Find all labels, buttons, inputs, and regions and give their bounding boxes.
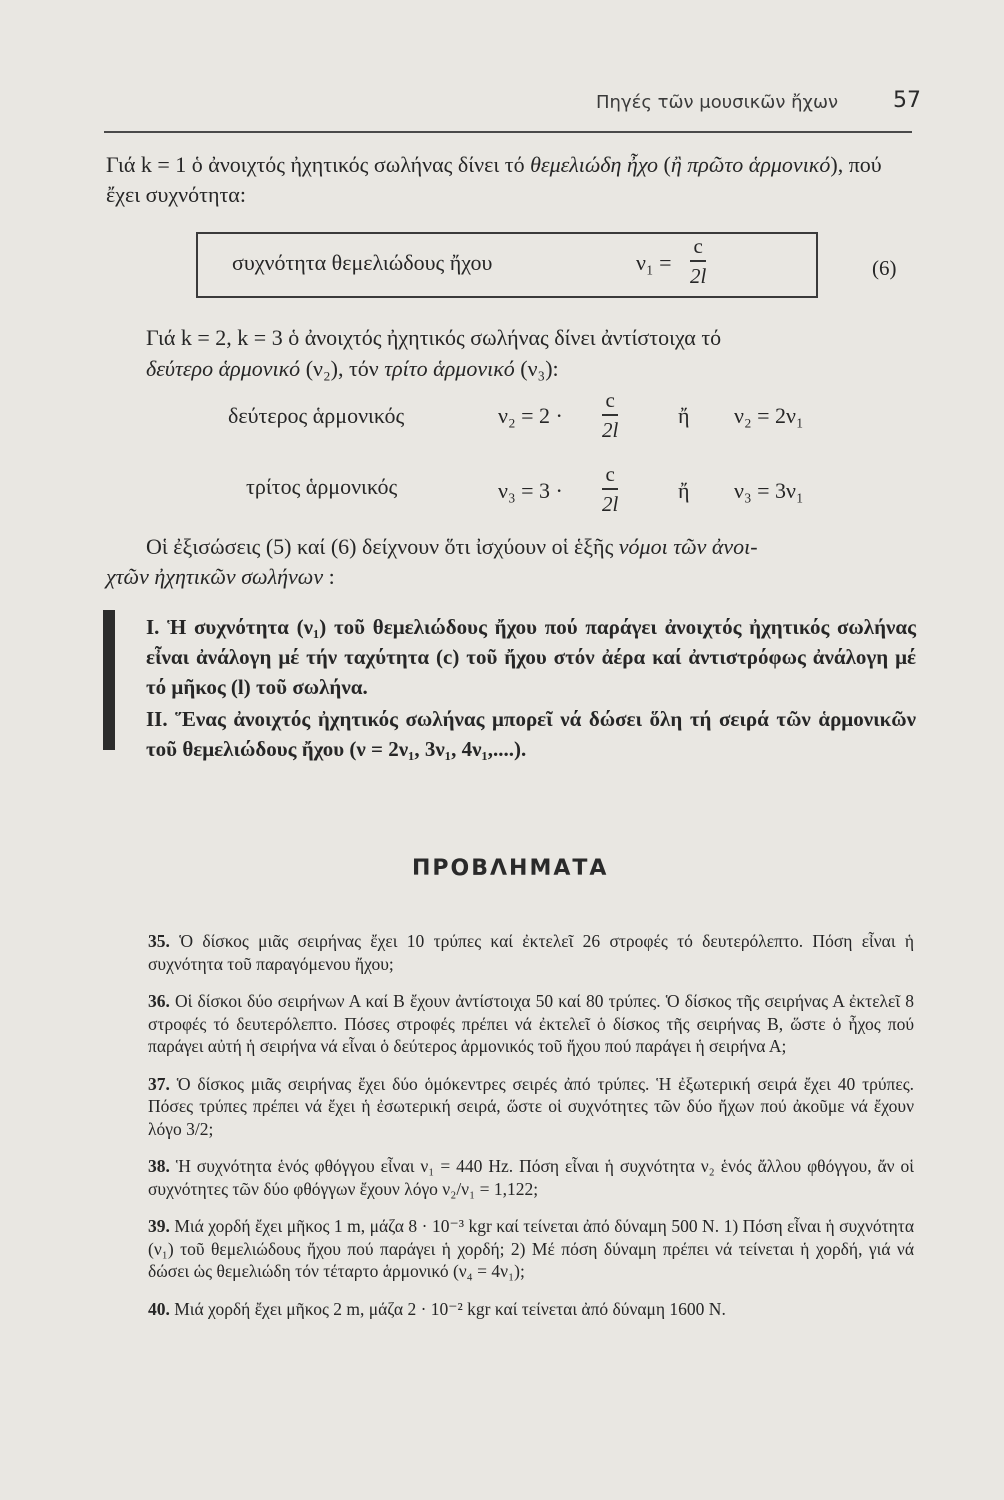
problem-36 [148, 990, 914, 1058]
problem-39 [148, 1215, 914, 1283]
intro-text-3: ( [658, 152, 671, 177]
harmonics-intro-line-1: Γιά k = 2, k = 3 ὁ ἀνοιχτός ἠχητικός σωλήνας δίνει ἀντίστοιχα τό [146, 325, 722, 350]
third-harmonic-or: ἤ [678, 478, 690, 503]
fraction-numerator: c [605, 462, 615, 486]
third-harmonic-result: ν₃ = 3ν₁ [734, 478, 804, 503]
laws-rules [146, 612, 916, 764]
fraction-bar [602, 488, 618, 490]
laws-term-1: νόμοι τῶν ἀνοι- [618, 534, 758, 559]
equation-number: (6) [872, 256, 897, 280]
rule-2: II. Ἕνας ἀνοιχτός ἠχητικός σωλήνας μπορεῖ νά δώσει ὅλη τή σειρά τῶν ἁρμονικῶν τοῦ θεμελιώδους ἤχου (ν = 2ν₁, 3ν₁, 4ν₁,....). [146, 707, 916, 761]
problem-text: Ὁ δίσκος μιᾶς σειρήνας ἔχει 10 τρύπες καί ἐκτελεῖ 26 στροφές τό δευτερόλεπτο. Πόση εἶναι ἡ συχνότητα τοῦ παραγόμενου ἤχου; [148, 931, 914, 974]
problem-text: Μιά χορδή ἔχει μῆκος 1 m, μάζα 8 · 10⁻³ kgr καί τείνεται ἀπό δύναμη 500 N. 1) Πόση εἶναι ἡ συχνότητα (ν₁) τοῦ θεμελιώδους ἤχου πού παράγει ἡ χορδή; 2) Μέ πόση δύναμη πρέπει νά τείνεται ἡ χορδή, γιά νά δώσει ὡς θεμελιώδη τόν τέταρτο ἁρμονικό (ν₄ = 4ν₁); [148, 1216, 914, 1281]
term-third-harmonic: τρίτο ἁρμονικό [384, 356, 515, 381]
problem-text: Ἡ συχνότητα ἑνός φθόγγου εἶναι ν₁ = 440 Hz. Πόση εἶναι ἡ συχνότητα ν₂ ἑνός ἄλλου φθόγγου, ἄν οἱ συχνότητες τῶν δύο φθόγγων ἔχουν λόγο ν₂/ν₁ = 1,122; [148, 1156, 914, 1199]
intro-text-5: ), πού ἔχει συχνότητα: [106, 152, 882, 207]
second-harmonic-label: δεύτερος ἁρμονικός [228, 403, 405, 428]
second-harmonic-expr: ν₂ = 2 · [498, 403, 563, 428]
laws-term-2: χτῶν ἠχητικῶν σωλήνων [106, 564, 324, 589]
problem-number: 37. [148, 1073, 170, 1094]
laws-text-end: : [323, 564, 335, 589]
page-number: 57 [893, 88, 921, 113]
third-harmonic-label: τρίτος ἁρμονικός [246, 474, 398, 499]
fraction-numerator: c [605, 388, 615, 412]
problem-text: Οἱ δίσκοι δύο σειρήνων Α καί Β ἔχουν ἀντίστοιχα 50 καί 80 τρύπες. Ὁ δίσκος τῆς σειρήνας Α ἐκτελεῖ 8 στροφές τό δευτερόλεπτο. Πόσες στροφές πρέπει νά ἐκτελεῖ ὁ δίσκος τῆς σειρήνας Β, ὥστε ὁ ἦχος πού παράγει αὐτή ἡ σειρήνα νά εἶναι ὁ δεύτερος ἁρμονικός τοῦ ἤχου πού παράγει ἡ σειρήνα Α; [148, 991, 915, 1056]
problems-list [148, 930, 914, 1335]
third-harmonic-fraction [602, 462, 618, 516]
second-harmonic-result: ν₂ = 2ν₁ [734, 403, 804, 428]
harmonics-intro-line-2 [146, 354, 912, 384]
laws-text-1: Οἱ ἐξισώσεις (5) καί (6) δείχνουν ὅτι ἰσχύουν οἱ ἑξῆς [146, 534, 619, 559]
problem-37 [148, 1073, 914, 1141]
header-rule [104, 131, 912, 133]
formula-fraction [690, 234, 706, 288]
fraction-denominator: 2l [602, 491, 619, 516]
problem-number: 38. [148, 1156, 170, 1176]
section-title-problems: ΠΡΟΒΛΗΜΑΤΑ [412, 856, 609, 881]
problem-38 [148, 1155, 914, 1200]
running-title: Πηγές τῶν μουσικῶν ἤχων [596, 92, 839, 113]
fraction-denominator: 2l [690, 263, 707, 288]
problem-number: 35. [148, 931, 170, 951]
fraction-bar [602, 414, 618, 416]
formula-label: συχνότητα θεμελιώδους ἤχου [232, 250, 493, 275]
fraction-numerator: c [693, 234, 703, 258]
intro-paragraph [106, 150, 912, 210]
intro-term-fundamental: θεμελιώδη ἦχο [530, 152, 659, 177]
rules-side-bar [103, 610, 115, 750]
problem-number: 39. [148, 1216, 170, 1236]
intro-text-1: Γιά k = 1 ὁ ἀνοιχτός ἠχητικός σωλήνας δίνει τό [106, 152, 531, 177]
problem-text: Μιά χορδή ἔχει μῆκος 2 m, μάζα 2 · 10⁻² kgr καί τείνεται ἀπό δύναμη 1600 N. [174, 1298, 726, 1319]
problem-number: 36. [148, 991, 170, 1011]
intro-term-first-harmonic: ἢ πρῶτο ἁρμονικό [670, 152, 831, 177]
rule-1: I. Ἡ συχνότητα (ν₁) τοῦ θεμελιώδους ἤχου πού παράγει ἀνοιχτός ἠχητικός σωλήνας εἶναι ἀνάλογη μέ τήν ταχύτητα (c) τοῦ ἤχου στόν ἀέρα καί ἀντιστρόφως ἀνάλογη μέ τό μῆκος (l) τοῦ σωλήνα. [146, 615, 916, 699]
problem-35 [148, 930, 914, 975]
laws-intro [106, 532, 912, 592]
problem-number: 40. [148, 1298, 170, 1319]
term-second-harmonic: δεύτερο ἁρμονικό [146, 356, 301, 381]
second-harmonic-fraction [602, 388, 618, 442]
fraction-bar [690, 260, 706, 262]
formula-lhs: ν₁ = [636, 250, 672, 275]
fraction-denominator: 2l [602, 417, 619, 442]
harmonics-intro-end: (ν₃): [514, 356, 559, 381]
third-harmonic-expr: ν₃ = 3 · [498, 478, 563, 503]
second-harmonic-or: ἤ [678, 403, 690, 428]
problem-text: Ὁ δίσκος μιᾶς σειρήνας ἔχει δύο ὁμόκεντρες σειρές ἀπό τρύπες. Ἡ ἐξωτερική σειρά ἔχει 40 τρύπες. Πόσες τρύπες πρέπει νά ἔχει ἡ ἐσωτερική σειρά, ὥστε οἱ συχνότητες τῶν δύο ἤχων πού ἀκοῦμε νά ἔχουν λόγο 3/2; [148, 1073, 914, 1139]
problem-40 [148, 1298, 914, 1321]
harmonics-intro-text: (ν₂), τόν [300, 356, 385, 381]
